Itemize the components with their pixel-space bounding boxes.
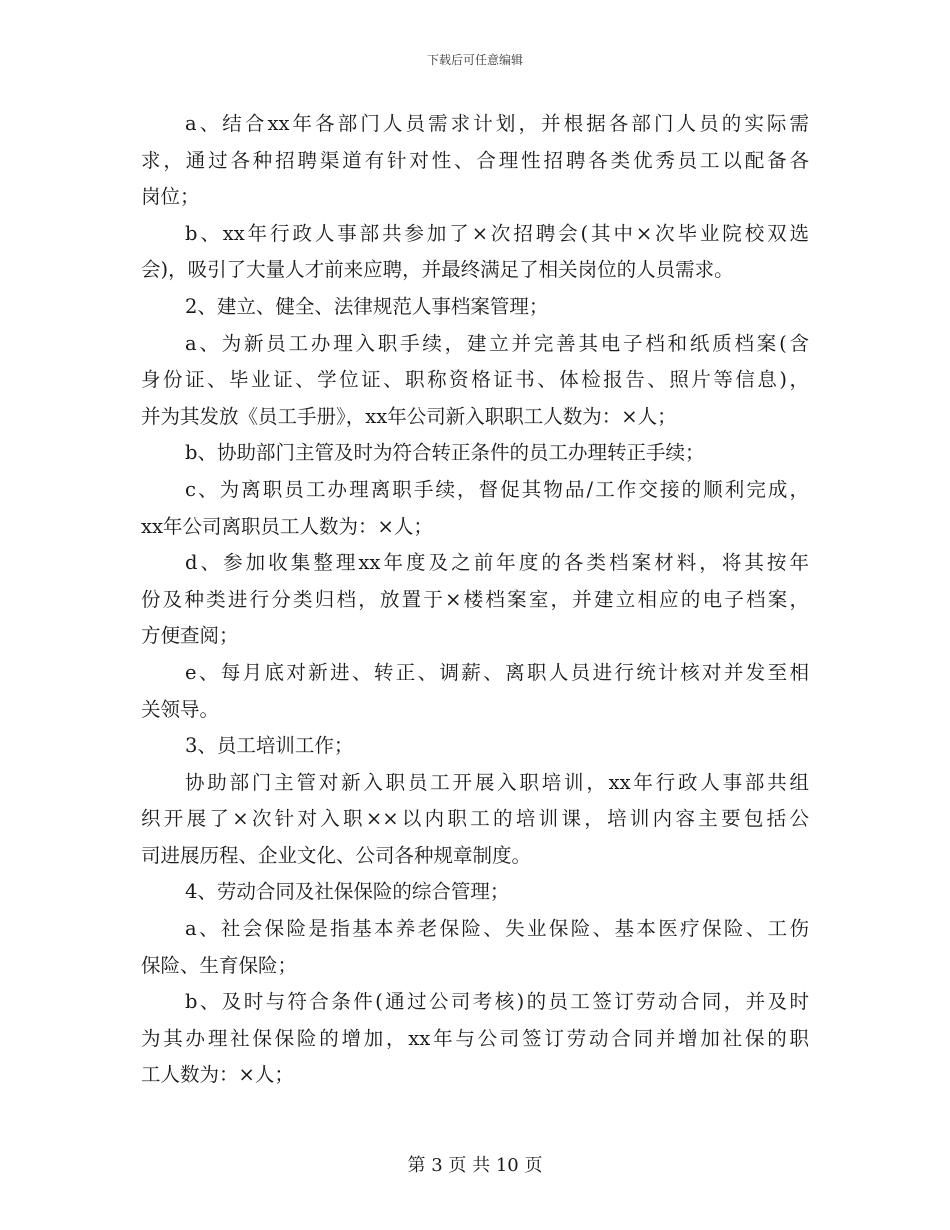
text-line: 3、员工培训工作； — [185, 734, 354, 758]
text-line: 份及种类进行分类归档，放置于×楼档案室，并建立相应的电子档案， — [141, 587, 809, 611]
page-footer: 第 3 页 共 10 页 — [407, 1155, 543, 1176]
text-line: 4、劳动合同及社保保险的综合管理； — [185, 880, 510, 904]
text-line: 协助部门主管对新入职员工开展入职培训，xx年行政人事部共组 — [185, 770, 809, 794]
text-line: a、为新员工办理入职手续，建立并完善其电子档和纸质档案(含 — [185, 331, 809, 355]
text-line: 关领导。 — [141, 697, 220, 721]
text-line: 工人数为：×人； — [141, 1063, 294, 1087]
text-line: 会)，吸引了大量人才前来应聘，并最终满足了相关岗位的人员需求。 — [141, 258, 734, 282]
page-header: 下载后可任意编辑 — [426, 53, 523, 67]
text-line: 司进展历程、企业文化、公司各种规章制度。 — [141, 843, 532, 867]
text-line: 岗位； — [141, 185, 200, 209]
text-line: 2、建立、健全、法律规范人事档案管理； — [185, 294, 549, 318]
text-line: d、参加收集整理xx年度及之前年度的各类档案材料，将其按年 — [185, 551, 809, 575]
text-line: 方便查阅； — [141, 624, 239, 648]
text-line: e、每月底对新进、转正、调薪、离职人员进行统计核对并发至相 — [185, 660, 809, 684]
document-body — [141, 106, 809, 1094]
text-line: a、社会保险是指基本养老保险、失业保险、基本医疗保险、工伤 — [185, 917, 809, 941]
text-line: 为其办理社保保险的增加，xx年与公司签订劳动合同并增加社保的职 — [141, 1026, 809, 1050]
text-line: 身份证、毕业证、学位证、职称资格证书、体检报告、照片等信息)， — [141, 368, 809, 392]
text-line: 并为其发放《员工手册》，xx年公司新入职职工人数为：×人； — [141, 404, 677, 428]
text-line: xx年公司离职员工人数为：×人； — [141, 514, 433, 538]
text-line: b、及时与符合条件(通过公司考核)的员工签订劳动合同，并及时 — [185, 990, 809, 1014]
text-line: b、xx年行政人事部共参加了×次招聘会(其中×次毕业院校双选 — [185, 221, 809, 245]
text-line: 保险、生育保险； — [141, 953, 298, 977]
text-line: c、为离职员工办理离职手续，督促其物品/工作交接的顺利完成， — [185, 477, 809, 501]
text-line: 求，通过各种招聘渠道有针对性、合理性招聘各类优秀员工以配备各 — [141, 148, 809, 172]
text-line: b、协助部门主管及时为符合转正条件的员工办理转正手续； — [185, 441, 705, 465]
text-line: a、结合xx年各部门人员需求计划，并根据各部门人员的实际需 — [185, 112, 809, 135]
text-line: 织开展了×次针对入职××以内职工的培训课，培训内容主要包括公 — [141, 807, 809, 831]
